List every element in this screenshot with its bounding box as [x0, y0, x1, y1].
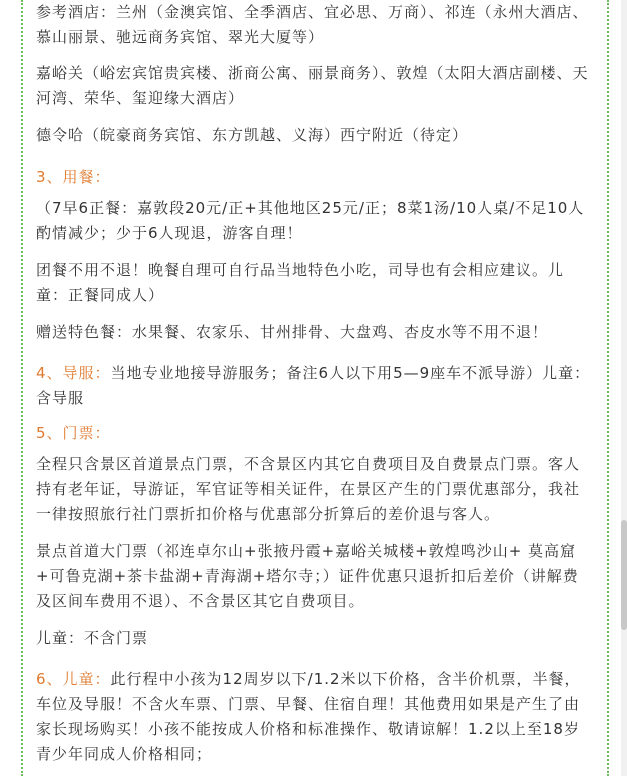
children-heading: 6、儿童： — [36, 670, 111, 688]
hotels-line-1: 参考酒店：兰州（金澳宾馆、全季酒店、宜必思、万商）、祁连（永州大酒店、慕山丽景、驰远商务宾馆、翠光大厦等） — [36, 3, 589, 46]
meals-paragraph-3: 赠送特色餐：水果餐、农家乐、甘州排骨、大盘鸡、杏皮水等不用不退！ — [36, 323, 549, 341]
tickets-paragraph-3: 儿童：不含门票 — [36, 629, 149, 647]
meals-paragraph-2: 团餐不用不退！晚餐自理可自行品当地特色小吃，司导也有会相应建议。儿童：正餐同成人） — [36, 261, 565, 304]
children-paragraph — [36, 667, 592, 767]
guide-heading: 4、导服： — [36, 364, 111, 382]
hotels-line-2: 嘉峪关（峪宏宾馆贵宾楼、浙商公寓、丽景商务）、敦煌（太阳大酒店副楼、天河湾、荣华、玺迎缘大酒店） — [36, 64, 589, 107]
guide-text: 当地专业地接导游服务；备注6人以下用5—9座车不派导游）儿童：含导服 — [36, 364, 591, 407]
children-text: 此行程中小孩为12周岁以下/1.2米以下价格，含半价机票，半餐，车位及导服！不含火车票、门票、早餐、住宿自理！其他费用如果是产生了由家长现场购买！小孩不能按成人价格和标准操作、敬请谅解！1.2以上至18岁青少年同成人价格相同； — [36, 670, 581, 763]
scrollbar[interactable] — [621, 0, 627, 776]
dotted-border-left — [21, 0, 23, 776]
meals-paragraph-1: （7早6正餐：嘉敦段20元/正+其他地区25元/正；8菜1汤/10人桌/不足10人酌情减少；少于6人现退，游客自理！ — [36, 199, 585, 242]
hotels-line-3: 德令哈（皖豪商务宾馆、东方凯越、义海）西宁附近（待定） — [36, 126, 469, 144]
meals-heading: 3、用餐： — [36, 168, 111, 186]
tickets-heading: 5、门票： — [36, 424, 111, 442]
dotted-border-right — [607, 0, 609, 776]
tickets-paragraph-2: 景点首道大门票（祁连卓尔山+张掖丹霞+嘉峪关城楼+敦煌鸣沙山+ 莫高窟+可鲁克湖+茶卡盐湖+青海湖+塔尔寺；）证件优惠只退折扣后差价（讲解费及区间车费用不退）、不含景区其它自费项目。 — [36, 542, 579, 610]
tickets-paragraph-1: 全程只含景区首道景点门票，不含景区内其它自费项目及自费景点门票。客人持有老年证，导游证，军官证等相关证件，在景区产生的门票优惠部分，我社一律按照旅行社门票折扣价格与优惠部分折算后的差价退与客人。 — [36, 455, 581, 523]
scrollbar-thumb[interactable] — [621, 520, 627, 630]
guide-paragraph — [36, 361, 592, 411]
